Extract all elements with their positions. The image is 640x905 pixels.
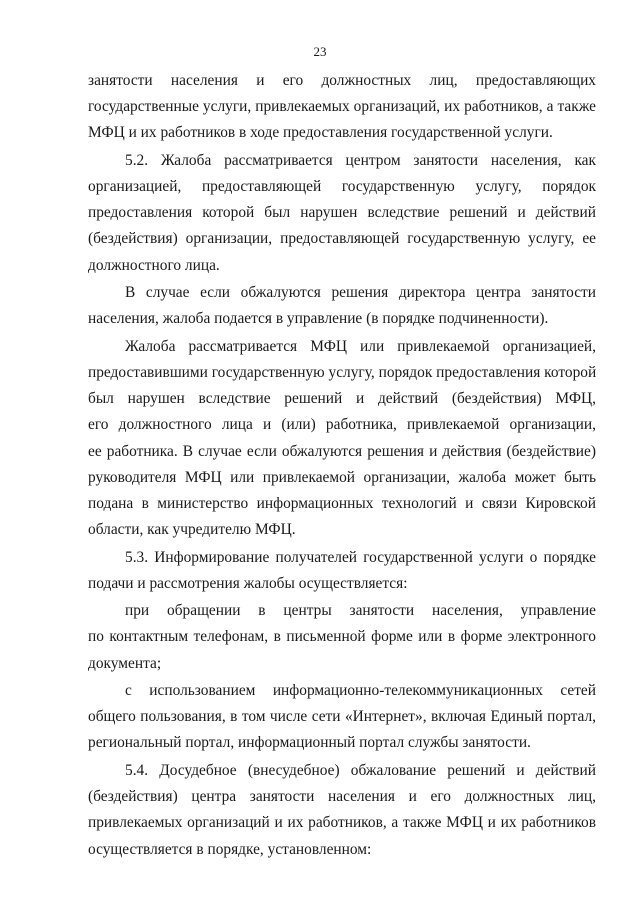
text-line: 5.4. Досудебное (внесудебное) обжалование решений и действий bbox=[125, 761, 596, 779]
text-line: общего пользования, в том числе сети «Интернет», включая Единый портал, bbox=[88, 708, 596, 726]
text-line: населения, жалоба подается в управление (в порядке подчиненности). bbox=[88, 310, 549, 328]
paragraph-5-3-a bbox=[88, 598, 596, 677]
text-line: его должностного лица и (или) работника, привлекаемой организации, bbox=[88, 416, 596, 434]
text-line: подачи и рассмотрения жалобы осуществляется: bbox=[88, 574, 408, 592]
paragraph-5-3 bbox=[88, 545, 596, 597]
text-line: подана в министерство информационных технологий и связи Кировской bbox=[88, 494, 596, 512]
text-line: предоставившими государственную услугу, порядок предоставления которой bbox=[88, 363, 596, 381]
text-line: должностного лица. bbox=[88, 256, 220, 274]
text-line: (бездействия) организации, предоставляющей государственную услугу, ее bbox=[88, 230, 596, 248]
text-line: региональный портал, информационный портал службы занятости. bbox=[88, 734, 531, 752]
paragraph-continuation bbox=[88, 68, 596, 147]
text-line: привлекаемых организаций и их работников, а также МФЦ и их работников bbox=[88, 814, 596, 832]
text-line: В случае если обжалуются решения директора центра занятости bbox=[125, 284, 596, 302]
text-line: предоставления которой был нарушен вследствие решений и действий bbox=[88, 204, 596, 222]
text-line: области, как учредителю МФЦ. bbox=[88, 521, 296, 539]
paragraph-mfc bbox=[88, 334, 596, 544]
paragraph-director bbox=[88, 280, 596, 332]
text-line: осуществляется в порядке, установленном: bbox=[88, 840, 372, 858]
text-line: занятости населения и его должностных лиц, предоставляющих bbox=[88, 72, 596, 89]
paragraph-5-2 bbox=[88, 148, 596, 279]
text-line: государственные услуги, привлекаемых организаций, их работников, а также bbox=[88, 98, 596, 116]
text-line: 5.3. Информирование получателей государственной услуги о порядке bbox=[125, 548, 596, 566]
text-line: при обращении в центры занятости населения, управление bbox=[125, 602, 596, 620]
paragraph-5-3-b bbox=[88, 678, 596, 757]
text-line: 5.2. Жалоба рассматривается центром занятости населения, как bbox=[125, 151, 596, 169]
text-line: ее работника. В случае если обжалуются решения и действия (бездействие) bbox=[88, 442, 596, 460]
text-line: организацией, предоставляющей государственную услугу, порядок bbox=[88, 178, 596, 196]
page-number: 23 bbox=[313, 44, 327, 59]
paragraph-5-4 bbox=[88, 758, 596, 863]
text-line: по контактным телефонам, в письменной форме или в форме электронного bbox=[88, 628, 596, 646]
text-line: МФЦ и их работников в ходе предоставления государственной услуги. bbox=[88, 124, 553, 142]
text-line: Жалоба рассматривается МФЦ или привлекаемой организацией, bbox=[125, 337, 596, 355]
document-body bbox=[88, 68, 596, 863]
text-line: документа; bbox=[88, 654, 162, 672]
text-line: был нарушен вследствие решений и действий (бездействия) МФЦ, bbox=[88, 390, 596, 408]
text-line: (бездействия) центра занятости населения и его должностных лиц, bbox=[88, 788, 596, 806]
text-line: руководителя МФЦ или привлекаемой организации, жалоба может быть bbox=[88, 468, 596, 486]
text-line: с использованием информационно-телекоммуникационных сетей bbox=[125, 682, 596, 700]
